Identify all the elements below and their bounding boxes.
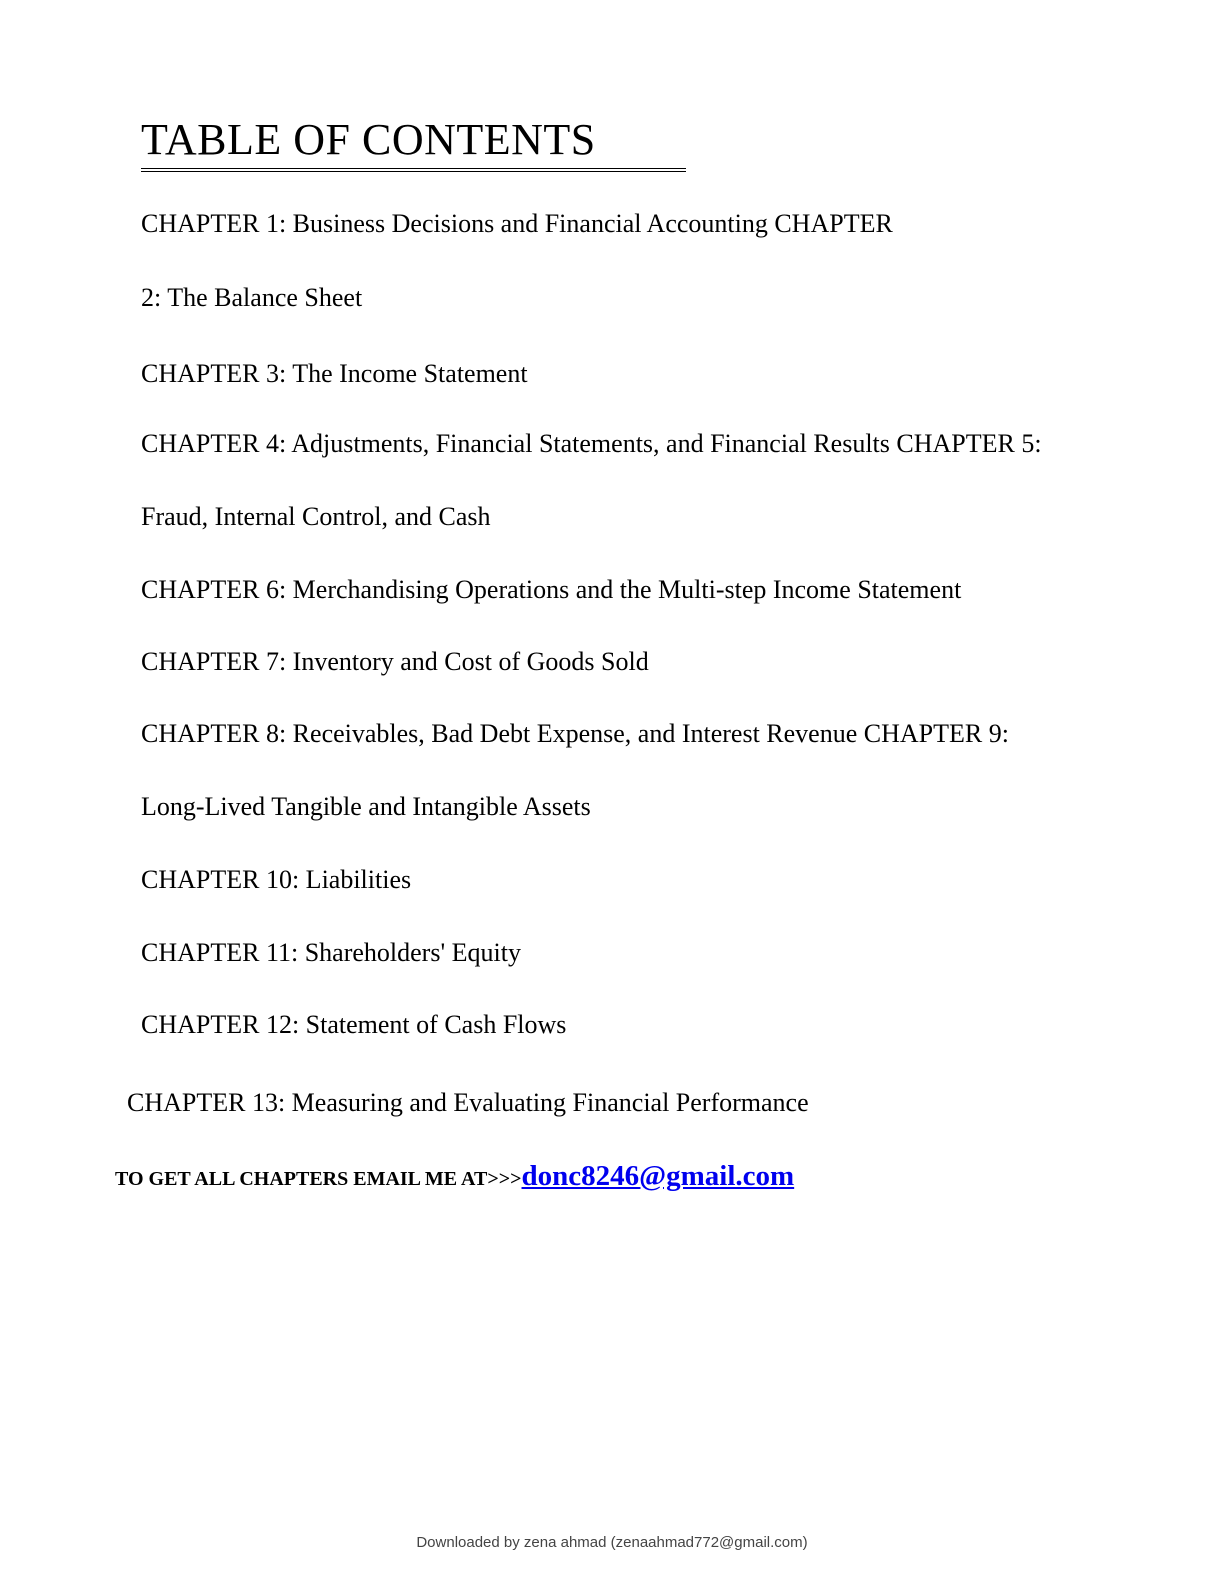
- email-link[interactable]: donc8246@gmail.com: [521, 1160, 795, 1192]
- toc-line-3: CHAPTER 3: The Income Statement: [141, 359, 528, 388]
- page-title: TABLE OF CONTENTS: [141, 112, 686, 172]
- toc-line-7: CHAPTER 7: Inventory and Cost of Goods Sold: [141, 647, 649, 676]
- toc-line-4: CHAPTER 4: Adjustments, Financial Statements, and Financial Results CHAPTER 5:: [141, 429, 1042, 458]
- toc-line-12: CHAPTER 12: Statement of Cash Flows: [141, 1010, 567, 1039]
- call-to-action: [115, 1158, 794, 1197]
- toc-line-1: CHAPTER 1: Business Decisions and Financial Accounting CHAPTER: [141, 209, 893, 238]
- toc-line-8: CHAPTER 8: Receivables, Bad Debt Expense, and Interest Revenue CHAPTER 9:: [141, 719, 1009, 748]
- toc-line-6: CHAPTER 6: Merchandising Operations and the Multi-step Income Statement: [141, 575, 962, 604]
- toc-line-10: CHAPTER 10: Liabilities: [141, 865, 412, 894]
- toc-line-5: Fraud, Internal Control, and Cash: [141, 502, 491, 531]
- toc-line-9: Long-Lived Tangible and Intangible Assets: [141, 792, 591, 821]
- download-footer: Downloaded by zena ahmad (zenaahmad772@gmail.com): [416, 1534, 808, 1551]
- toc-line-11: CHAPTER 11: Shareholders' Equity: [141, 938, 521, 967]
- toc-line-2: 2: The Balance Sheet: [141, 283, 363, 312]
- toc-line-13: CHAPTER 13: Measuring and Evaluating Financial Performance: [127, 1088, 809, 1117]
- cta-text: TO GET ALL CHAPTERS EMAIL ME AT>>>: [115, 1168, 522, 1190]
